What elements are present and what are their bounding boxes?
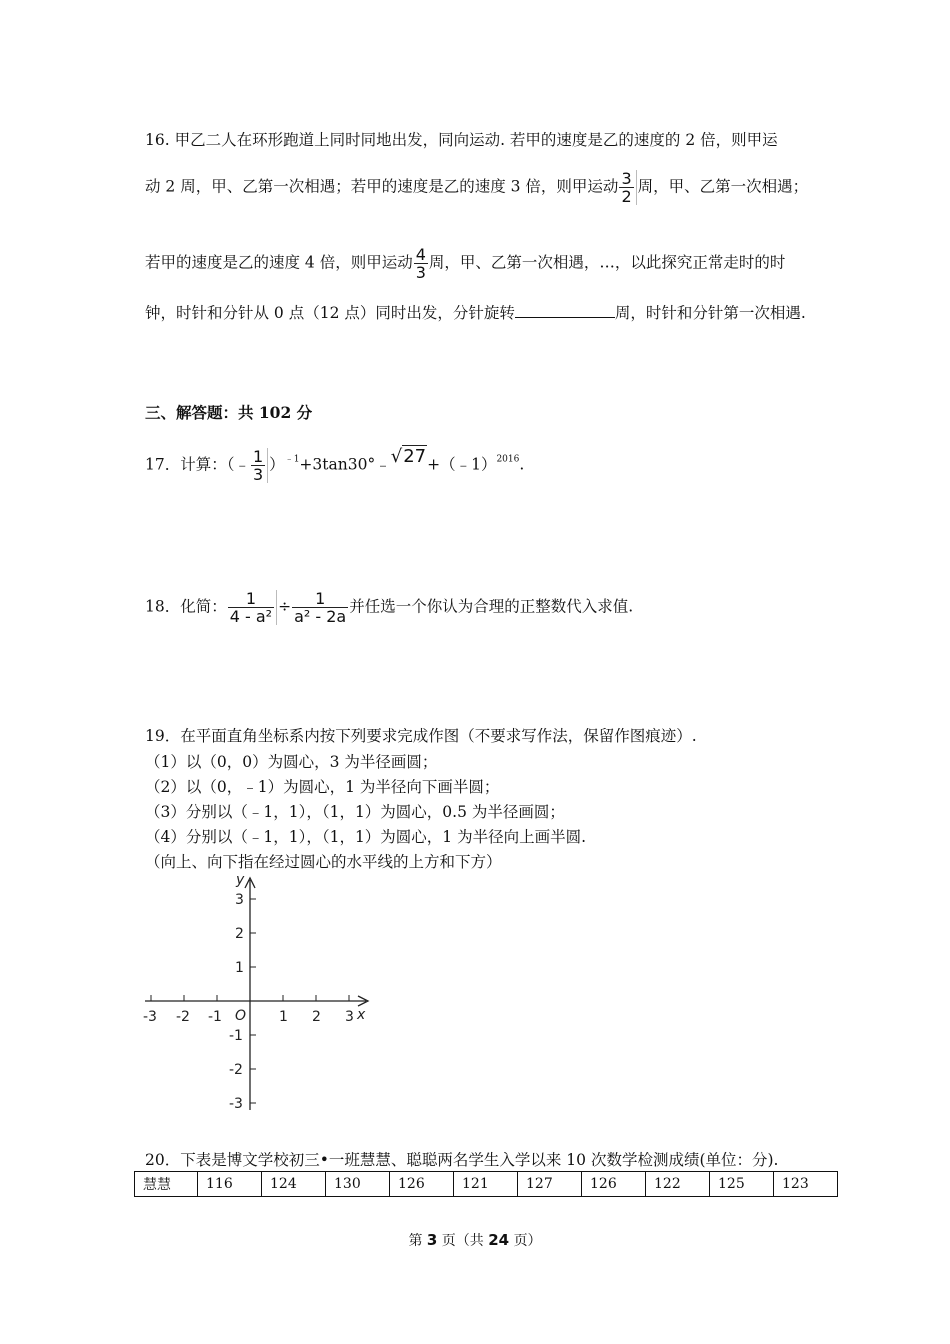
exponent-2016: 2016 [496,454,520,465]
divide-sign: ÷ [278,597,292,616]
q16-line1: 16. 甲乙二人在环形跑道上同时同地出发，同向运动. 若甲的速度是乙的速度的 2 倍，则甲运 [145,131,778,149]
footer-mid: 页（共 [441,1233,484,1249]
answer-blank[interactable] [515,303,615,318]
table-cell: 124 [262,1172,326,1197]
q17-prefix: 17．计算：（﹣ [145,455,250,474]
fraction-denominator: 3 [252,465,264,484]
x-tick-label: -1 [208,1009,222,1025]
y-tick-label: -2 [229,1062,243,1078]
score-table [134,1171,838,1197]
fraction-denominator: a² - 2a [294,607,347,626]
fraction-1-3 [251,448,268,483]
table-cell: 127 [518,1172,582,1197]
q19-line1: 19．在平面直角坐标系内按下列要求完成作图（不要求写作法，保留作图痕迹）. [145,727,697,745]
q17-line [145,445,525,484]
fraction-denominator: 4 - a² [229,607,273,626]
q19-item4: （4）分别以（﹣1，1），（1，1）为圆心，1 为半径向上画半圆. [145,828,587,846]
q20-line1: 20．下表是博文学校初三•一班慧慧、聪聪两名学生入学以来 10 次数学检测成绩(单位：分). [145,1151,779,1169]
table-cell: 121 [454,1172,518,1197]
table-cell: 125 [710,1172,774,1197]
page-number: 3 [426,1231,438,1249]
q16-line4 [145,301,806,323]
y-tick-label: -1 [229,1028,243,1044]
q18-suffix: 并任选一个你认为合理的正整数代入求值. [349,597,634,616]
q16-line3 [145,246,785,281]
q16-line4-text-a: 钟，时针和分针从 0 点（12 点）同时出发，分针旋转 [145,304,515,322]
table-cell: 116 [198,1172,262,1197]
q16-line3-text-b: 周，甲、乙第一次相遇，…，以此探究正常走时的时 [428,253,786,272]
table-row [135,1172,838,1197]
fraction-numerator: 3 [621,169,632,188]
q19-note: （向上、向下指在经过圆心的水平线的上方和下方） [145,853,502,871]
q16-line2-text-a: 动 2 周，甲、乙第一次相遇；若甲的速度是乙的速度 3 倍，则甲运动 [145,177,619,196]
fraction-1-over-4-minus-a2 [228,590,277,625]
y-tick-label: -3 [229,1096,243,1112]
q17-paren-close: ） [269,455,285,474]
q16-line2-text-b: 周，甲、乙第一次相遇； [637,177,809,196]
table-cell: 130 [326,1172,390,1197]
y-tick-label: 2 [235,926,244,942]
fraction-1-over-a2-minus-2a [292,590,348,625]
table-cell: 126 [390,1172,454,1197]
x-tick-label: 1 [279,1009,288,1025]
x-tick-label: 3 [345,1009,354,1025]
q16-line2 [145,170,808,205]
q18-prefix: 18．化简： [145,597,227,616]
fraction-4-3 [414,246,428,281]
footer-pre: 第 [408,1233,423,1249]
x-tick-label: -3 [143,1009,157,1025]
y-axis-label: y [236,872,245,888]
q17-tan-term: +3tan30°﹣ [299,455,391,474]
q17-end: . [519,455,525,474]
table-cell: 122 [646,1172,710,1197]
y-tick-label: 3 [235,892,244,908]
fraction-3-2 [619,170,636,205]
section-heading: 三、解答题：共 102 分 [145,403,313,422]
x-tick-label: 2 [312,1009,321,1025]
radicand: 27 [403,445,427,467]
q17-power-term: +（﹣1） [427,455,497,474]
page-footer [0,1230,950,1250]
x-axis-label: x [357,1007,366,1023]
fraction-denominator: 2 [621,187,632,206]
fraction-numerator: 1 [292,590,348,608]
q19-item3: （3）分别以（﹣1，1），（1，1）为圆心，0.5 为半径画圆； [145,803,565,821]
fraction-numerator: 1 [252,447,264,466]
fraction-numerator: 1 [228,590,274,608]
q19-item2: （2）以（0，﹣1）为圆心，1 为半径向下画半圆； [145,778,500,796]
y-tick-label: 1 [235,960,244,976]
exponent-neg1: ﹣1 [284,454,300,465]
table-cell: 126 [582,1172,646,1197]
table-cell: 123 [774,1172,838,1197]
q19-item1: （1）以（0，0）为圆心，3 为半径画圆； [145,753,438,771]
row-label: 慧慧 [135,1172,198,1197]
footer-post: 页） [513,1233,542,1249]
total-pages: 24 [488,1231,510,1249]
q16-line4-text-b: 周，时针和分针第一次相遇. [614,304,806,322]
fraction-denominator: 3 [415,263,426,282]
origin-label: O [235,1008,247,1024]
q18-line [145,590,633,625]
fraction-numerator: 4 [415,245,426,264]
x-tick-label: -2 [176,1009,190,1025]
q16-line3-text-a: 若甲的速度是乙的速度 4 倍，则甲运动 [145,253,413,272]
sqrt-27: √27 [390,445,427,467]
coordinate-plane [140,870,380,1116]
